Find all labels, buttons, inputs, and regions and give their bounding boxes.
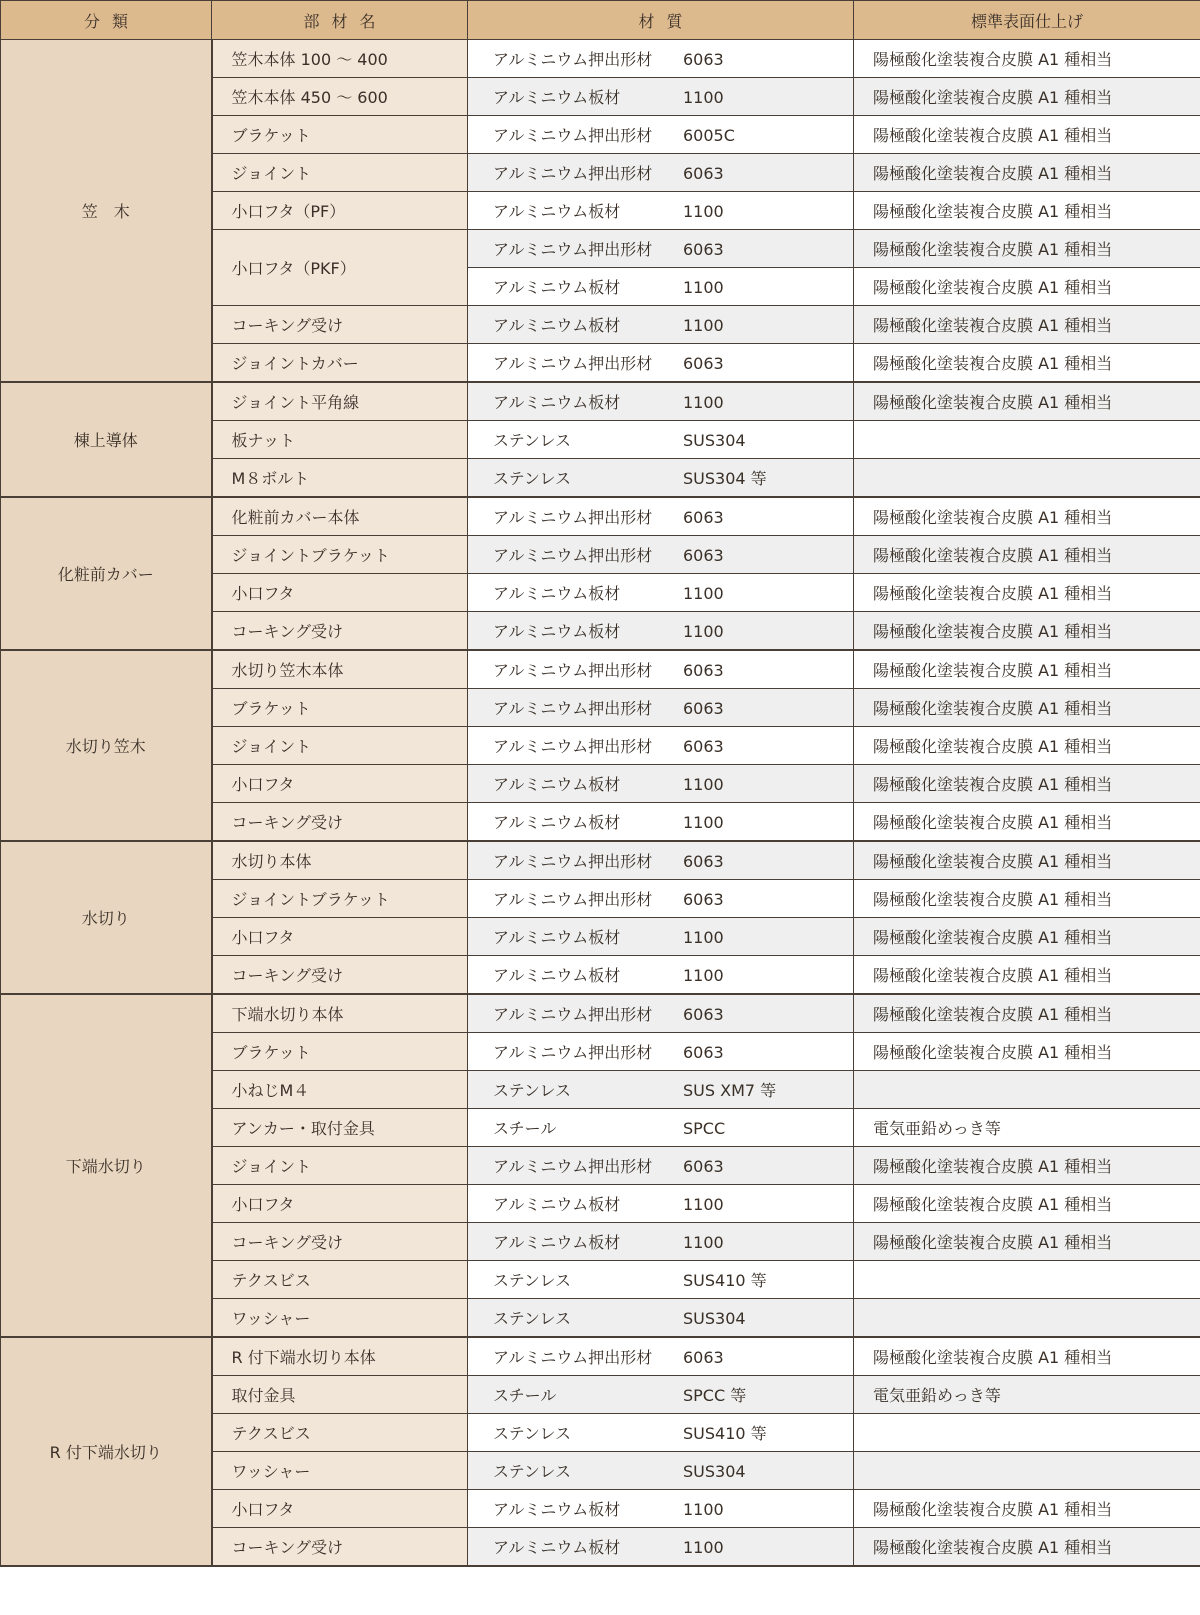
material-cell bbox=[468, 689, 854, 727]
part-name-cell: ブラケット bbox=[212, 116, 468, 154]
material-grade: 1100 bbox=[683, 1233, 724, 1252]
material-grade: SUS304 bbox=[683, 1309, 746, 1328]
material-cell bbox=[468, 78, 854, 116]
category-cell: 水切り bbox=[1, 841, 212, 994]
finish-cell: 陽極酸化塗装複合皮膜 A1 種相当 bbox=[854, 192, 1200, 230]
finish-cell: 電気亜鉛めっき等 bbox=[854, 1109, 1200, 1147]
part-name-cell: ジョイント平角線 bbox=[212, 382, 468, 421]
material-name: アルミニウム押出形材 bbox=[493, 699, 653, 718]
material-name: アルミニウム板材 bbox=[493, 1500, 621, 1519]
material-cell bbox=[468, 421, 854, 459]
material-cell bbox=[468, 382, 854, 421]
finish-cell bbox=[854, 1414, 1200, 1452]
finish-cell: 陽極酸化塗装複合皮膜 A1 種相当 bbox=[854, 765, 1200, 803]
header-material: 材質 bbox=[468, 1, 854, 40]
part-name-cell: 小口フタ bbox=[212, 1185, 468, 1223]
part-name-cell: ジョイント bbox=[212, 154, 468, 192]
finish-cell: 陽極酸化塗装複合皮膜 A1 種相当 bbox=[854, 650, 1200, 689]
material-grade: SUS XM7 等 bbox=[683, 1081, 777, 1100]
finish-cell: 陽極酸化塗装複合皮膜 A1 種相当 bbox=[854, 1185, 1200, 1223]
material-name: アルミニウム板材 bbox=[493, 622, 621, 641]
material-grade: 6063 bbox=[683, 50, 724, 69]
material-grade: 6063 bbox=[683, 354, 724, 373]
finish-cell: 陽極酸化塗装複合皮膜 A1 種相当 bbox=[854, 268, 1200, 306]
finish-cell bbox=[854, 1071, 1200, 1109]
material-grade: 6063 bbox=[683, 1348, 724, 1367]
material-name: アルミニウム板材 bbox=[493, 584, 621, 603]
finish-cell: 電気亜鉛めっき等 bbox=[854, 1376, 1200, 1414]
part-name-cell: 小口フタ（PF） bbox=[212, 192, 468, 230]
material-cell bbox=[468, 1261, 854, 1299]
material-cell bbox=[468, 918, 854, 956]
part-name-cell: コーキング受け bbox=[212, 803, 468, 842]
material-grade: 6063 bbox=[683, 852, 724, 871]
material-grade: 6063 bbox=[683, 1005, 724, 1024]
finish-cell: 陽極酸化塗装複合皮膜 A1 種相当 bbox=[854, 841, 1200, 880]
finish-cell: 陽極酸化塗装複合皮膜 A1 種相当 bbox=[854, 956, 1200, 995]
material-grade: 6063 bbox=[683, 164, 724, 183]
material-grade: 6063 bbox=[683, 1157, 724, 1176]
material-cell bbox=[468, 650, 854, 689]
material-cell bbox=[468, 497, 854, 536]
category-cell: R 付下端水切り bbox=[1, 1337, 212, 1566]
part-name-cell: ジョイント bbox=[212, 1147, 468, 1185]
material-name: アルミニウム板材 bbox=[493, 202, 621, 221]
part-name-cell: コーキング受け bbox=[212, 1223, 468, 1261]
material-cell bbox=[468, 765, 854, 803]
material-cell bbox=[468, 268, 854, 306]
material-grade: 1100 bbox=[683, 1195, 724, 1214]
part-name-cell: 化粧前カバー本体 bbox=[212, 497, 468, 536]
material-cell bbox=[468, 1071, 854, 1109]
part-name-cell: M８ボルト bbox=[212, 459, 468, 498]
material-grade: 1100 bbox=[683, 393, 724, 412]
material-cell bbox=[468, 1528, 854, 1567]
material-cell bbox=[468, 1033, 854, 1071]
part-name-cell: コーキング受け bbox=[212, 956, 468, 995]
part-name-cell: ブラケット bbox=[212, 1033, 468, 1071]
material-grade: 6063 bbox=[683, 661, 724, 680]
finish-cell: 陽極酸化塗装複合皮膜 A1 種相当 bbox=[854, 689, 1200, 727]
material-cell bbox=[468, 574, 854, 612]
part-name-cell: 取付金具 bbox=[212, 1376, 468, 1414]
material-grade: 1100 bbox=[683, 622, 724, 641]
material-name: ステンレス bbox=[493, 1271, 572, 1290]
material-name: アルミニウム板材 bbox=[493, 775, 621, 794]
material-name: アルミニウム押出形材 bbox=[493, 1043, 653, 1062]
part-name-cell: ジョイント bbox=[212, 727, 468, 765]
material-cell bbox=[468, 116, 854, 154]
finish-cell: 陽極酸化塗装複合皮膜 A1 種相当 bbox=[854, 727, 1200, 765]
material-cell bbox=[468, 1147, 854, 1185]
part-name-cell: 小口フタ bbox=[212, 574, 468, 612]
table-row bbox=[1, 382, 1200, 421]
material-cell bbox=[468, 612, 854, 651]
finish-cell: 陽極酸化塗装複合皮膜 A1 種相当 bbox=[854, 154, 1200, 192]
material-grade: 6063 bbox=[683, 240, 724, 259]
part-name-cell: ブラケット bbox=[212, 689, 468, 727]
material-name: アルミニウム板材 bbox=[493, 813, 621, 832]
finish-cell: 陽極酸化塗装複合皮膜 A1 種相当 bbox=[854, 116, 1200, 154]
part-name-cell: 小口フタ bbox=[212, 1490, 468, 1528]
material-cell bbox=[468, 880, 854, 918]
finish-cell: 陽極酸化塗装複合皮膜 A1 種相当 bbox=[854, 230, 1200, 268]
material-name: ステンレス bbox=[493, 431, 572, 450]
material-cell bbox=[468, 1299, 854, 1338]
finish-cell: 陽極酸化塗装複合皮膜 A1 種相当 bbox=[854, 1033, 1200, 1071]
material-name: アルミニウム押出形材 bbox=[493, 240, 653, 259]
material-cell bbox=[468, 1490, 854, 1528]
finish-cell: 陽極酸化塗装複合皮膜 A1 種相当 bbox=[854, 306, 1200, 344]
finish-cell bbox=[854, 421, 1200, 459]
part-name-cell: 水切り笠木本体 bbox=[212, 650, 468, 689]
material-grade: 1100 bbox=[683, 202, 724, 221]
finish-cell: 陽極酸化塗装複合皮膜 A1 種相当 bbox=[854, 536, 1200, 574]
material-cell bbox=[468, 841, 854, 880]
table-row bbox=[1, 1337, 1200, 1376]
category-cell: 水切り笠木 bbox=[1, 650, 212, 841]
part-name-cell: テクスビス bbox=[212, 1261, 468, 1299]
finish-cell: 陽極酸化塗装複合皮膜 A1 種相当 bbox=[854, 880, 1200, 918]
part-name-cell: ジョイントカバー bbox=[212, 344, 468, 383]
material-name: アルミニウム押出形材 bbox=[493, 546, 653, 565]
part-name-cell: 小口フタ bbox=[212, 918, 468, 956]
table-row bbox=[1, 841, 1200, 880]
material-name: アルミニウム押出形材 bbox=[493, 164, 653, 183]
finish-cell: 陽極酸化塗装複合皮膜 A1 種相当 bbox=[854, 918, 1200, 956]
category-cell: 下端水切り bbox=[1, 994, 212, 1337]
material-cell bbox=[468, 230, 854, 268]
header-category: 分類 bbox=[1, 1, 212, 40]
material-grade: 6063 bbox=[683, 546, 724, 565]
part-name-cell: コーキング受け bbox=[212, 306, 468, 344]
material-name: アルミニウム板材 bbox=[493, 316, 621, 335]
category-cell: 化粧前カバー bbox=[1, 497, 212, 650]
category-cell: 棟上導体 bbox=[1, 382, 212, 497]
part-name-cell: 板ナット bbox=[212, 421, 468, 459]
part-name-cell: 小口フタ（PKF） bbox=[212, 230, 468, 306]
material-cell bbox=[468, 994, 854, 1033]
material-grade: SUS410 等 bbox=[683, 1424, 767, 1443]
material-cell bbox=[468, 536, 854, 574]
material-name: アルミニウム板材 bbox=[493, 1195, 621, 1214]
material-grade: 6063 bbox=[683, 508, 724, 527]
category-cell: 笠 木 bbox=[1, 40, 212, 383]
material-grade: 6063 bbox=[683, 699, 724, 718]
material-name: アルミニウム押出形材 bbox=[493, 890, 653, 909]
material-name: アルミニウム板材 bbox=[493, 393, 621, 412]
finish-cell: 陽極酸化塗装複合皮膜 A1 種相当 bbox=[854, 803, 1200, 842]
finish-cell bbox=[854, 1299, 1200, 1338]
material-name: アルミニウム板材 bbox=[493, 278, 621, 297]
table-row bbox=[1, 650, 1200, 689]
material-cell bbox=[468, 727, 854, 765]
material-name: アルミニウム押出形材 bbox=[493, 1005, 653, 1024]
material-cell bbox=[468, 192, 854, 230]
material-cell bbox=[468, 1452, 854, 1490]
finish-cell: 陽極酸化塗装複合皮膜 A1 種相当 bbox=[854, 1337, 1200, 1376]
material-name: ステンレス bbox=[493, 1462, 572, 1481]
material-grade: 6063 bbox=[683, 737, 724, 756]
material-grade: SUS304 等 bbox=[683, 469, 767, 488]
material-name: アルミニウム板材 bbox=[493, 1233, 621, 1252]
table-row bbox=[1, 994, 1200, 1033]
material-grade: 1100 bbox=[683, 88, 724, 107]
material-name: アルミニウム押出形材 bbox=[493, 508, 653, 527]
finish-cell bbox=[854, 1261, 1200, 1299]
material-cell bbox=[468, 306, 854, 344]
part-name-cell: 下端水切り本体 bbox=[212, 994, 468, 1033]
material-name: アルミニウム押出形材 bbox=[493, 852, 653, 871]
material-name: スチール bbox=[493, 1119, 557, 1138]
material-name: アルミニウム押出形材 bbox=[493, 126, 653, 145]
material-cell bbox=[468, 1414, 854, 1452]
finish-cell: 陽極酸化塗装複合皮膜 A1 種相当 bbox=[854, 612, 1200, 651]
part-name-cell: 笠木本体 450 ～ 600 bbox=[212, 78, 468, 116]
material-name: ステンレス bbox=[493, 1081, 572, 1100]
part-name-cell: テクスビス bbox=[212, 1414, 468, 1452]
material-grade: 1100 bbox=[683, 1500, 724, 1519]
material-grade: 1100 bbox=[683, 278, 724, 297]
finish-cell: 陽極酸化塗装複合皮膜 A1 種相当 bbox=[854, 1528, 1200, 1567]
material-name: アルミニウム板材 bbox=[493, 88, 621, 107]
material-grade: 1100 bbox=[683, 316, 724, 335]
material-name: アルミニウム板材 bbox=[493, 1538, 621, 1557]
material-grade: 6063 bbox=[683, 1043, 724, 1062]
finish-cell: 陽極酸化塗装複合皮膜 A1 種相当 bbox=[854, 344, 1200, 383]
material-cell bbox=[468, 1109, 854, 1147]
material-grade: 6063 bbox=[683, 890, 724, 909]
material-grade: SPCC 等 bbox=[683, 1386, 747, 1405]
material-cell bbox=[468, 803, 854, 842]
finish-cell: 陽極酸化塗装複合皮膜 A1 種相当 bbox=[854, 1490, 1200, 1528]
part-name-cell: ワッシャー bbox=[212, 1299, 468, 1338]
finish-cell: 陽極酸化塗装複合皮膜 A1 種相当 bbox=[854, 1223, 1200, 1261]
material-name: ステンレス bbox=[493, 469, 572, 488]
material-name: ステンレス bbox=[493, 1309, 572, 1328]
finish-cell: 陽極酸化塗装複合皮膜 A1 種相当 bbox=[854, 1147, 1200, 1185]
material-grade: SUS304 bbox=[683, 431, 746, 450]
part-name-cell: コーキング受け bbox=[212, 1528, 468, 1567]
part-name-cell: 水切り本体 bbox=[212, 841, 468, 880]
part-name-cell: アンカー・取付金具 bbox=[212, 1109, 468, 1147]
finish-cell: 陽極酸化塗装複合皮膜 A1 種相当 bbox=[854, 382, 1200, 421]
material-grade: 6005C bbox=[683, 126, 735, 145]
part-name-cell: 小口フタ bbox=[212, 765, 468, 803]
material-cell bbox=[468, 154, 854, 192]
part-name-cell: ジョイントブラケット bbox=[212, 880, 468, 918]
material-name: アルミニウム押出形材 bbox=[493, 737, 653, 756]
table-body bbox=[1, 40, 1200, 1567]
header-part-name: 部材名 bbox=[212, 1, 468, 40]
material-name: ステンレス bbox=[493, 1424, 572, 1443]
material-grade: 1100 bbox=[683, 1538, 724, 1557]
material-cell bbox=[468, 1223, 854, 1261]
finish-cell: 陽極酸化塗装複合皮膜 A1 種相当 bbox=[854, 78, 1200, 116]
material-grade: 1100 bbox=[683, 813, 724, 832]
material-cell bbox=[468, 40, 854, 78]
material-name: スチール bbox=[493, 1386, 557, 1405]
material-cell bbox=[468, 1376, 854, 1414]
part-name-cell: ジョイントブラケット bbox=[212, 536, 468, 574]
header-finish: 標準表面仕上げ bbox=[854, 1, 1200, 40]
header-row bbox=[1, 1, 1200, 40]
part-name-cell: ワッシャー bbox=[212, 1452, 468, 1490]
material-name: アルミニウム板材 bbox=[493, 966, 621, 985]
material-grade: SPCC bbox=[683, 1119, 726, 1138]
material-name: アルミニウム押出形材 bbox=[493, 1157, 653, 1176]
material-name: アルミニウム押出形材 bbox=[493, 1348, 653, 1367]
finish-cell: 陽極酸化塗装複合皮膜 A1 種相当 bbox=[854, 994, 1200, 1033]
part-name-cell: 笠木本体 100 ～ 400 bbox=[212, 40, 468, 78]
material-grade: 1100 bbox=[683, 775, 724, 794]
material-grade: 1100 bbox=[683, 966, 724, 985]
table-row bbox=[1, 497, 1200, 536]
table-row bbox=[1, 40, 1200, 78]
finish-cell: 陽極酸化塗装複合皮膜 A1 種相当 bbox=[854, 497, 1200, 536]
material-name: アルミニウム板材 bbox=[493, 928, 621, 947]
part-name-cell: 小ねじM４ bbox=[212, 1071, 468, 1109]
material-name: アルミニウム押出形材 bbox=[493, 50, 653, 69]
finish-cell: 陽極酸化塗装複合皮膜 A1 種相当 bbox=[854, 40, 1200, 78]
part-name-cell: コーキング受け bbox=[212, 612, 468, 651]
finish-cell bbox=[854, 459, 1200, 498]
material-grade: SUS304 bbox=[683, 1462, 746, 1481]
finish-cell: 陽極酸化塗装複合皮膜 A1 種相当 bbox=[854, 574, 1200, 612]
material-cell bbox=[468, 1337, 854, 1376]
material-cell bbox=[468, 459, 854, 498]
material-name: アルミニウム押出形材 bbox=[493, 661, 653, 680]
material-name: アルミニウム押出形材 bbox=[493, 354, 653, 373]
material-cell bbox=[468, 956, 854, 995]
material-grade: 1100 bbox=[683, 928, 724, 947]
material-cell bbox=[468, 344, 854, 383]
material-grade: SUS410 等 bbox=[683, 1271, 767, 1290]
part-name-cell: R 付下端水切り本体 bbox=[212, 1337, 468, 1376]
material-grade: 1100 bbox=[683, 584, 724, 603]
material-cell bbox=[468, 1185, 854, 1223]
finish-cell bbox=[854, 1452, 1200, 1490]
